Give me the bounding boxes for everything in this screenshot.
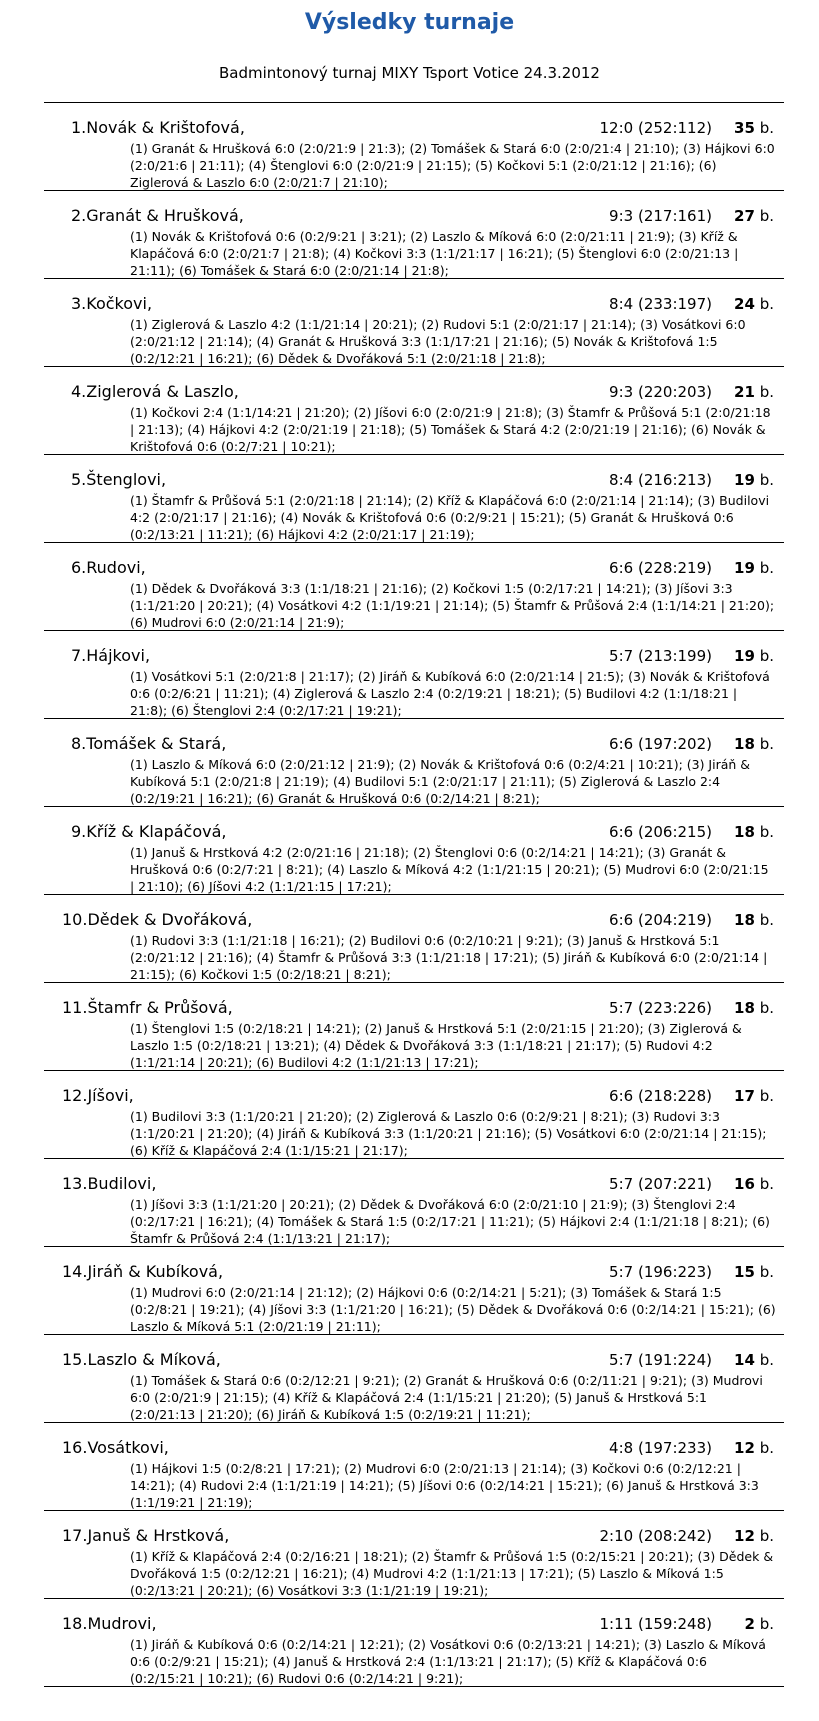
result-entry	[44, 1599, 784, 1687]
match-details: (1) Kočkovi 2:4 (1:1/14:21 | 21:20); (2) Jíšovi 6:0 (2:0/21:9 | 21:8); (3) Štamfr & Průšová 5:1 (2:0/21:18 | 21:13); (4) Hájkovi 4:2 (2:0/21:19 | 21:18); (5) Tomášek & Stará 4:2 (2:0/21:19 | 21:16); (6) Novák & Krištofová 0:6 (0:2/7:21 | 10:21);	[130, 405, 771, 454]
points-value: 19	[734, 559, 755, 577]
result-header	[44, 645, 784, 667]
team-label: Novák & Krištofová,	[86, 118, 245, 137]
team-label: Granát & Hrušková,	[86, 206, 244, 225]
rank: 3.	[71, 294, 87, 313]
match-details: (1) Kříž & Klapáčová 2:4 (0:2/16:21 | 18:21); (2) Štamfr & Průšová 1:5 (0:2/15:21 | 20:21); (3) Dědek & Dvořáková 1:5 (0:2/12:21 | 16:21); (4) Mudrovi 4:2 (1:1/21:13 | 17:21); (5) Laszlo & Míková 1:5 (0:2/13:21 | 20:21); (6) Vosátkovi 3:3 (1:1/21:19 | 19:21);	[130, 1549, 774, 1598]
team-points	[734, 1349, 774, 1371]
result-entry	[44, 719, 784, 807]
team-label: Januš & Hrstková,	[87, 1526, 230, 1545]
points-value: 16	[734, 1175, 755, 1193]
team-name	[71, 557, 146, 579]
result-header	[44, 381, 784, 403]
games-score: 5:7	[609, 647, 634, 665]
points-ratio: (223:226)	[637, 999, 712, 1017]
games-score: 5:7	[609, 1351, 634, 1369]
match-details: (1) Laszlo & Míková 6:0 (2:0/21:12 | 21:9); (2) Novák & Krištofová 0:6 (0:2/4:21 | 10:21); (3) Jiráň & Kubíková 5:1 (2:0/21:8 | 21:19); (4) Budilovi 5:1 (2:0/21:17 | 21:11); (5) Ziglerová & Laszlo 2:4 (0:2/19:21 | 16:21); (6) Granát & Hrušková 0:6 (0:2/14:21 | 8:21);	[130, 757, 751, 806]
team-name	[62, 1613, 157, 1635]
team-points	[734, 205, 774, 227]
match-score	[609, 293, 712, 315]
points-ratio: (207:221)	[637, 1175, 712, 1193]
points-ratio: (220:203)	[637, 383, 712, 401]
results-list	[44, 102, 784, 1687]
result-entry	[44, 455, 784, 543]
points-ratio: (208:242)	[637, 1527, 712, 1545]
points-suffix: b.	[759, 1087, 774, 1105]
team-name	[62, 909, 252, 931]
team-label: Jiráň & Kubíková,	[87, 1262, 224, 1281]
result-header	[44, 1173, 784, 1195]
team-name	[71, 205, 244, 227]
team-points	[734, 1437, 774, 1459]
match-details: (1) Granát & Hrušková 6:0 (2:0/21:9 | 21:3); (2) Tomášek & Stará 6:0 (2:0/21:4 | 21:10); (3) Hájkovi 6:0 (2:0/21:6 | 21:11); (4) Štenglovi 6:0 (2:0/21:9 | 21:15); (5) Kočkovi 5:1 (2:0/21:12 | 21:16); (6) Ziglerová & Laszlo 6:0 (2:0/21:7 | 21:10);	[130, 141, 775, 190]
team-points	[734, 557, 774, 579]
result-entry	[44, 1159, 784, 1247]
result-header	[44, 1085, 784, 1107]
match-details: (1) Budilovi 3:3 (1:1/20:21 | 21:20); (2) Ziglerová & Laszlo 0:6 (0:2/9:21 | 8:21); (3) Rudovi 3:3 (1:1/20:21 | 21:20); (4) Jiráň & Kubíková 3:3 (1:1/20:21 | 21:16); (5) Vosátkovi 6:0 (2:0/21:14 | 21:15); (6) Kříž & Klapáčová 2:4 (1:1/15:21 | 21:17);	[130, 1109, 767, 1158]
match-details: (1) Jiráň & Kubíková 0:6 (0:2/14:21 | 12:21); (2) Vosátkovi 0:6 (0:2/13:21 | 14:21); (3) Laszlo & Míková 0:6 (0:2/9:21 | 15:21); (4) Januš & Hrstková 2:4 (1:1/13:21 | 21:17); (5) Kříž & Klapáčová 0:6 (0:2/15:21 | 10:21); (6) Rudovi 0:6 (0:2/14:21 | 9:21);	[130, 1637, 766, 1686]
match-details: (1) Dědek & Dvořáková 3:3 (1:1/18:21 | 21:16); (2) Kočkovi 1:5 (0:2/17:21 | 14:21); (3) Jíšovi 3:3 (1:1/21:20 | 20:21); (4) Vosátkovi 4:2 (1:1/19:21 | 21:14); (5) Štamfr & Průšová 2:4 (1:1/14:21 | 21:20); (6) Mudrovi 6:0 (2:0/21:14 | 21:9);	[130, 581, 775, 630]
team-name	[62, 1437, 169, 1459]
points-value: 24	[734, 295, 755, 313]
team-name	[62, 1525, 229, 1547]
points-ratio: (191:224)	[637, 1351, 712, 1369]
team-name	[62, 1349, 221, 1371]
match-details: (1) Štamfr & Průšová 5:1 (2:0/21:18 | 21:14); (2) Kříž & Klapáčová 6:0 (2:0/21:14 | 21:14); (3) Budilovi 4:2 (2:0/21:17 | 21:16); (4) Novák & Krištofová 0:6 (0:2/9:21 | 15:21); (5) Granát & Hrušková 0:6 (0:2/13:21 | 11:21); (6) Hájkovi 4:2 (2:0/21:17 | 21:19);	[130, 493, 770, 542]
team-label: Budilovi,	[87, 1174, 157, 1193]
points-ratio: (204:219)	[637, 911, 712, 929]
match-details: (1) Jíšovi 3:3 (1:1/21:20 | 20:21); (2) Dědek & Dvořáková 6:0 (2:0/21:10 | 21:9); (3) Štenglovi 2:4 (0:2/17:21 | 16:21); (4) Tomášek & Stará 1:5 (0:2/17:21 | 11:21); (5) Hájkovi 2:4 (1:1/21:18 | 8:21); (6) Štamfr & Průšová 2:4 (1:1/13:21 | 21:17);	[130, 1197, 770, 1246]
team-name	[71, 821, 226, 843]
rank: 16.	[62, 1438, 88, 1457]
result-entry	[44, 1423, 784, 1511]
match-details: (1) Ziglerová & Laszlo 4:2 (1:1/21:14 | 20:21); (2) Rudovi 5:1 (2:0/21:17 | 21:14); (3) Vosátkovi 6:0 (2:0/21:12 | 21:14); (4) Granát & Hrušková 3:3 (1:1/17:21 | 21:16); (5) Novák & Krištofová 1:5 (0:2/12:21 | 16:21); (6) Dědek & Dvořáková 5:1 (2:0/21:18 | 21:8);	[130, 317, 746, 366]
team-label: Kříž & Klapáčová,	[86, 822, 227, 841]
match-score	[600, 117, 713, 139]
page-title: Výsledky turnaje	[304, 10, 515, 35]
rank: 7.	[71, 646, 87, 665]
games-score: 9:3	[609, 207, 634, 225]
points-ratio: (206:215)	[637, 823, 712, 841]
match-details: (1) Rudovi 3:3 (1:1/21:18 | 16:21); (2) Budilovi 0:6 (0:2/10:21 | 9:21); (3) Januš & Hrstková 5:1 (2:0/21:12 | 21:16); (4) Štamfr & Průšová 3:3 (1:1/21:18 | 17:21); (5) Jiráň & Kubíková 6:0 (2:0/21:14 | 21:15); (6) Kočkovi 1:5 (0:2/18:21 | 8:21);	[130, 933, 768, 982]
match-score	[609, 1437, 712, 1459]
games-score: 5:7	[609, 1175, 634, 1193]
team-name	[62, 1261, 223, 1283]
match-details: (1) Vosátkovi 5:1 (2:0/21:8 | 21:17); (2) Jiráň & Kubíková 6:0 (2:0/21:14 | 21:5); (3) Novák & Krištofová 0:6 (0:2/6:21 | 11:21); (4) Ziglerová & Laszlo 2:4 (0:2/19:21 | 18:21); (5) Budilovi 4:2 (1:1/18:21 | 21:8); (6) Štenglovi 2:4 (0:2/17:21 | 19:21);	[130, 669, 770, 718]
match-score	[609, 469, 712, 491]
team-points	[734, 909, 774, 931]
points-value: 35	[734, 119, 755, 137]
team-name	[71, 381, 239, 403]
points-suffix: b.	[759, 1615, 774, 1633]
games-score: 6:6	[609, 1087, 634, 1105]
points-ratio: (233:197)	[637, 295, 712, 313]
match-score	[609, 821, 712, 843]
games-score: 9:3	[609, 383, 634, 401]
rank: 13.	[62, 1174, 88, 1193]
match-score	[609, 205, 712, 227]
team-points	[734, 1085, 774, 1107]
team-points	[734, 997, 774, 1019]
rank: 18.	[62, 1614, 88, 1633]
games-score: 8:4	[609, 471, 634, 489]
match-score	[609, 1173, 712, 1195]
team-label: Dědek & Dvořáková,	[87, 910, 253, 929]
rank: 1.	[71, 118, 87, 137]
result-header	[44, 1437, 784, 1459]
result-header	[44, 205, 784, 227]
match-details: (1) Hájkovi 1:5 (0:2/8:21 | 17:21); (2) Mudrovi 6:0 (2:0/21:13 | 21:14); (3) Kočkovi 0:6 (0:2/12:21 | 14:21); (4) Rudovi 2:4 (1:1/21:19 | 14:21); (5) Jíšovi 0:6 (0:2/14:21 | 15:21); (6) Januš & Hrstková 3:3 (1:1/19:21 | 21:19);	[130, 1461, 759, 1510]
team-points	[734, 1525, 774, 1547]
rank: 15.	[62, 1350, 88, 1369]
points-value: 19	[734, 471, 755, 489]
games-score: 6:6	[609, 559, 634, 577]
games-score: 2:10	[599, 1527, 634, 1545]
points-ratio: (159:248)	[637, 1615, 712, 1633]
games-score: 5:7	[609, 1263, 634, 1281]
games-score: 8:4	[609, 295, 634, 313]
rank: 11.	[62, 998, 88, 1017]
team-name	[62, 997, 233, 1019]
rank: 4.	[71, 382, 87, 401]
rank: 10.	[62, 910, 88, 929]
points-suffix: b.	[759, 1527, 774, 1545]
points-suffix: b.	[759, 295, 774, 313]
result-header	[44, 557, 784, 579]
rank: 12.	[62, 1086, 88, 1105]
points-value: 15	[734, 1263, 755, 1281]
match-details: (1) Januš & Hrstková 4:2 (2:0/21:16 | 21:18); (2) Štenglovi 0:6 (0:2/14:21 | 14:21); (3) Granát & Hrušková 0:6 (0:2/7:21 | 8:21); (4) Laszlo & Míková 4:2 (1:1/21:15 | 20:21); (5) Mudrovi 6:0 (2:0/21:15 | 21:10); (6) Jíšovi 4:2 (1:1/21:15 | 17:21);	[130, 845, 769, 894]
points-ratio: (252:112)	[637, 119, 712, 137]
result-entry	[44, 1511, 784, 1599]
result-entry	[44, 279, 784, 367]
rank: 5.	[71, 470, 87, 489]
match-details: (1) Tomášek & Stará 0:6 (0:2/12:21 | 9:21); (2) Granát & Hrušková 0:6 (0:2/11:21 | 9:21); (3) Mudrovi 6:0 (2:0/21:9 | 21:15); (4) Kříž & Klapáčová 2:4 (1:1/15:21 | 21:20); (5) Januš & Hrstková 5:1 (2:0/21:13 | 21:20); (6) Jiráň & Kubíková 1:5 (0:2/19:21 | 11:21);	[130, 1373, 763, 1422]
points-suffix: b.	[759, 1175, 774, 1193]
team-label: Kočkovi,	[86, 294, 153, 313]
team-points	[734, 117, 774, 139]
rank: 17.	[62, 1526, 88, 1545]
points-ratio: (197:202)	[637, 735, 712, 753]
result-header	[44, 909, 784, 931]
match-score	[600, 1613, 713, 1635]
points-value: 21	[734, 383, 755, 401]
result-header	[44, 1349, 784, 1371]
points-suffix: b.	[759, 647, 774, 665]
tournament-subtitle: Badmintonový turnaj MIXY Tsport Votice 24.3.2012	[219, 64, 600, 82]
points-value: 12	[734, 1527, 755, 1545]
points-suffix: b.	[759, 823, 774, 841]
rank: 8.	[71, 734, 87, 753]
points-value: 18	[734, 911, 755, 929]
team-name	[62, 1085, 134, 1107]
result-entry	[44, 543, 784, 631]
team-points	[734, 733, 774, 755]
result-header	[44, 1525, 784, 1547]
points-suffix: b.	[759, 1439, 774, 1457]
points-value: 17	[734, 1087, 755, 1105]
team-points	[734, 469, 774, 491]
match-score	[600, 1525, 713, 1547]
match-score	[609, 909, 712, 931]
team-points	[734, 821, 774, 843]
match-score	[609, 645, 712, 667]
result-entry	[44, 1071, 784, 1159]
team-label: Vosátkovi,	[87, 1438, 169, 1457]
points-value: 18	[734, 999, 755, 1017]
team-points	[734, 645, 774, 667]
points-suffix: b.	[759, 911, 774, 929]
team-points	[734, 1261, 774, 1283]
team-label: Jíšovi,	[87, 1086, 134, 1105]
points-suffix: b.	[759, 559, 774, 577]
rank: 9.	[71, 822, 87, 841]
match-score	[609, 1085, 712, 1107]
result-entry	[44, 983, 784, 1071]
result-header	[44, 117, 784, 139]
points-ratio: (196:223)	[637, 1263, 712, 1281]
points-suffix: b.	[759, 383, 774, 401]
rank: 6.	[71, 558, 87, 577]
points-suffix: b.	[759, 735, 774, 753]
games-score: 6:6	[609, 911, 634, 929]
match-score	[609, 1261, 712, 1283]
result-entry	[44, 807, 784, 895]
team-label: Ziglerová & Laszlo,	[86, 382, 239, 401]
points-suffix: b.	[759, 1351, 774, 1369]
points-ratio: (228:219)	[637, 559, 712, 577]
match-score	[609, 557, 712, 579]
match-score	[609, 997, 712, 1019]
points-ratio: (218:228)	[637, 1087, 712, 1105]
result-header	[44, 1613, 784, 1635]
team-name	[71, 645, 150, 667]
team-label: Štenglovi,	[86, 470, 167, 489]
team-name	[62, 1173, 156, 1195]
team-points	[734, 1173, 774, 1195]
points-ratio: (197:233)	[637, 1439, 712, 1457]
points-ratio: (216:213)	[637, 471, 712, 489]
points-value: 18	[734, 735, 755, 753]
team-label: Tomášek & Stará,	[86, 734, 227, 753]
points-value: 2	[744, 1615, 755, 1633]
team-name	[71, 293, 152, 315]
points-suffix: b.	[759, 119, 774, 137]
rank: 2.	[71, 206, 87, 225]
result-header	[44, 1261, 784, 1283]
games-score: 1:11	[599, 1615, 634, 1633]
points-suffix: b.	[759, 999, 774, 1017]
games-score: 5:7	[609, 999, 634, 1017]
result-entry	[44, 1247, 784, 1335]
match-score	[609, 381, 712, 403]
result-header	[44, 821, 784, 843]
team-points	[734, 381, 774, 403]
points-value: 14	[734, 1351, 755, 1369]
result-entry	[44, 895, 784, 983]
points-suffix: b.	[759, 1263, 774, 1281]
points-suffix: b.	[759, 207, 774, 225]
result-header	[44, 469, 784, 491]
team-label: Rudovi,	[86, 558, 146, 577]
points-ratio: (217:161)	[637, 207, 712, 225]
points-value: 19	[734, 647, 755, 665]
result-header	[44, 293, 784, 315]
result-entry	[44, 103, 784, 191]
result-entry	[44, 367, 784, 455]
games-score: 12:0	[599, 119, 634, 137]
team-points	[734, 293, 774, 315]
team-name	[71, 117, 245, 139]
team-name	[71, 469, 166, 491]
team-name	[71, 733, 226, 755]
points-suffix: b.	[759, 471, 774, 489]
result-entry	[44, 1335, 784, 1423]
result-header	[44, 997, 784, 1019]
match-score	[609, 733, 712, 755]
match-details: (1) Mudrovi 6:0 (2:0/21:14 | 21:12); (2) Hájkovi 0:6 (0:2/14:21 | 5:21); (3) Tomášek & Stará 1:5 (0:2/8:21 | 19:21); (4) Jíšovi 3:3 (1:1/21:20 | 16:21); (5) Dědek & Dvořáková 0:6 (0:2/14:21 | 15:21); (6) Laszlo & Míková 5:1 (2:0/21:19 | 21:11);	[130, 1285, 776, 1334]
result-entry	[44, 631, 784, 719]
result-header	[44, 733, 784, 755]
match-score	[609, 1349, 712, 1371]
games-score: 4:8	[609, 1439, 634, 1457]
points-value: 18	[734, 823, 755, 841]
rank: 14.	[62, 1262, 88, 1281]
points-ratio: (213:199)	[637, 647, 712, 665]
match-details: (1) Štenglovi 1:5 (0:2/18:21 | 14:21); (2) Januš & Hrstková 5:1 (2:0/21:15 | 21:20); (3) Ziglerová & Laszlo 1:5 (0:2/18:21 | 13:21); (4) Dědek & Dvořáková 3:3 (1:1/18:21 | 21:17); (5) Rudovi 4:2 (1:1/21:14 | 20:21); (6) Budilovi 4:2 (1:1/21:13 | 17:21);	[130, 1021, 742, 1070]
points-value: 12	[734, 1439, 755, 1457]
team-points	[744, 1613, 774, 1635]
result-entry	[44, 191, 784, 279]
team-label: Hájkovi,	[86, 646, 151, 665]
team-label: Štamfr & Průšová,	[87, 998, 233, 1017]
games-score: 6:6	[609, 735, 634, 753]
team-label: Mudrovi,	[87, 1614, 157, 1633]
games-score: 6:6	[609, 823, 634, 841]
points-value: 27	[734, 207, 755, 225]
match-details: (1) Novák & Krištofová 0:6 (0:2/9:21 | 3:21); (2) Laszlo & Míková 6:0 (2:0/21:11 | 21:9); (3) Kříž & Klapáčová 6:0 (2:0/21:7 | 21:8); (4) Kočkovi 3:3 (1:1/21:17 | 16:21); (5) Štenglovi 6:0 (2:0/21:13 | 21:11); (6) Tomášek & Stará 6:0 (2:0/21:14 | 21:8);	[130, 229, 739, 278]
team-label: Laszlo & Míková,	[87, 1350, 221, 1369]
